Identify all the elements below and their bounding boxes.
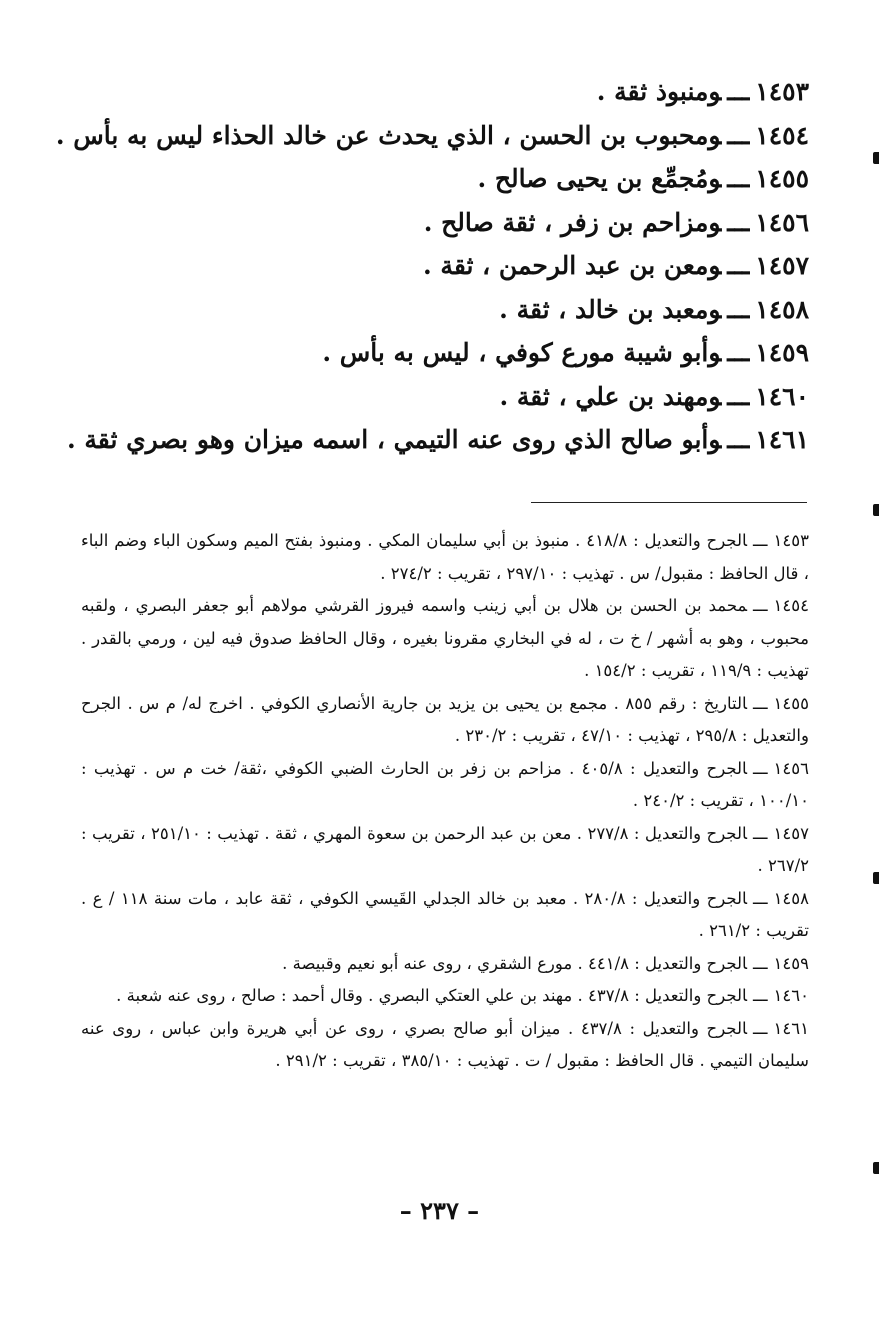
footnote-number: ١٤٥٨ <box>773 888 810 908</box>
entry-dash: ـــ <box>727 338 750 367</box>
entry-text: ومحبوب بن الحسن ، الذي يحدث عن خالد الحذاء ليس به بأس . <box>55 120 722 150</box>
footnote-dash: ـــ <box>753 531 768 550</box>
entry-dash: ـــ <box>727 294 750 324</box>
main-entry <box>89 157 809 201</box>
entry-number: ١٤٥٥ <box>755 164 809 193</box>
main-entry <box>89 375 809 419</box>
entry-number: ١٤٦١ <box>755 425 809 454</box>
entry-text: ومنبوذ ثقة . <box>596 77 722 106</box>
main-entry <box>89 244 809 288</box>
footnote-text: الجرح والتعديل : ٤١٨/٨ . منبوذ بن أبي سليمان المكي . ومنبوذ بفتح الميم وسكون الباء وضم الباء ، قال الحافظ : مقبول/ س . تهذيب : ٢٩٧/١٠ ، تقريب : ٢٧٤/٢ . <box>81 531 809 583</box>
entry-text: ومعن بن عبد الرحمن ، ثقة . <box>423 251 722 280</box>
entry-dash: ـــ <box>727 120 750 150</box>
entry-number: ١٤٥٦ <box>755 207 809 237</box>
footnote-number: ١٤٥٧ <box>773 823 809 843</box>
entry-number: ١٤٥٩ <box>755 338 809 367</box>
footnote-entry <box>81 590 809 688</box>
footnote-text: الجرح والتعديل : ٤٠٥/٨ . مزاحم بن زفر بن الحارث الضبي الكوفي ،ثقة/ خت م س . تهذيب : ١٠٠/١٠ ، تقريب : ٢٤٠/٢ . <box>81 758 809 810</box>
entry-text: ومعبد بن خالد ، ثقة . <box>499 294 722 324</box>
entry-text: ومزاحم بن زفر ، ثقة صالح . <box>423 207 722 237</box>
margin-mark <box>873 872 879 884</box>
main-entry <box>89 70 809 114</box>
footnote-dash: ـــ <box>753 693 768 713</box>
footnote-dash: ـــ <box>753 758 768 778</box>
footnote-number: ١٤٥٦ <box>773 758 809 778</box>
footnote-text: الجرح والتعديل : ٤٣٧/٨ . ميزان أبو صالح بصري ، روى عن أبي هريرة وابن عباس ، روى عنه سليمان التيمي . قال الحافظ : مقبول / ت . تهذيب : ٣٨٥/١٠ ، تقريب : ٢٩١/٢ . <box>81 1018 809 1070</box>
footnote-text: محمد بن الحسن بن هلال بن أبي زينب واسمه فيروز القرشي مولاهم أبو جعفر البصري ، ولقبه محبوب ، وهو به أشهر / خ ت ، له في البخاري مقرونا بغيره ، وقال الحافظ صدوق فيه لين ، ورمي بالقدر . تهذيب : ١١٩/٩ ، تقريب : ١٥٤/٢ . <box>81 596 809 680</box>
footnote-text: التاريخ : رقم ٨٥٥ . مجمع بن يحيى بن يزيد بن جارية الأنصاري الكوفي . اخرج له/ م س . الجرح والتعديل : ٢٩٥/٨ ، تهذيب : ٤٧/١٠ ، تقريب : ٢٣٠/٢ . <box>81 693 809 745</box>
footnote-text: الجرح والتعديل : ٤٤١/٨ . مورع الشقري ، روى عنه أبو نعيم وقبيصة . <box>282 953 748 973</box>
footnotes-list <box>81 525 809 1078</box>
entry-dash: ـــ <box>727 381 750 411</box>
footnote-entry <box>81 818 809 883</box>
entry-dash: ـــ <box>727 425 750 454</box>
footnote-dash: ـــ <box>753 953 768 973</box>
footnote-number: ١٤٦٠ <box>773 986 809 1005</box>
footnote-entry <box>81 688 809 753</box>
footnote-entry <box>81 753 809 818</box>
entry-dash: ـــ <box>727 77 750 106</box>
footnote-dash: ـــ <box>753 986 768 1005</box>
footnote-text: الجرح والتعديل : ٢٨٠/٨ . معبد بن خالد الجدلي القَيسي الكوفي ، ثقة عابد ، مات سنة ١١٨ / ع . تقريب : ٢٦١/٢ . <box>81 888 809 940</box>
footnote-number: ١٤٥٣ <box>773 531 809 550</box>
entry-dash: ـــ <box>727 164 750 193</box>
entry-dash: ـــ <box>727 251 750 280</box>
footnote-dash: ـــ <box>753 1018 768 1038</box>
margin-mark <box>873 152 879 164</box>
footnote-number: ١٤٥٤ <box>773 596 809 615</box>
entry-dash: ـــ <box>727 207 750 237</box>
main-entry <box>67 418 809 462</box>
entry-text: وأبو شيبة مورع كوفي ، ليس به بأس . <box>322 338 722 367</box>
main-entry <box>89 331 809 375</box>
footnote-entry <box>81 980 809 1013</box>
page-number: – ٢٣٧ – <box>399 1196 480 1225</box>
footnote-dash: ـــ <box>753 823 768 843</box>
footnote-entry <box>81 1013 809 1078</box>
footnote-text: الجرح والتعديل : ٢٧٧/٨ . معن بن عبد الرحمن بن سعوة المهري ، ثقة . تهذيب : ٢٥١/١٠ ، تقريب : ٢٦٧/٢ . <box>81 823 809 875</box>
entry-number: ١٤٥٨ <box>755 294 809 324</box>
main-entry <box>89 201 809 245</box>
entry-number: ١٤٥٣ <box>755 77 809 106</box>
main-entry <box>55 114 809 158</box>
footnote-dash: ـــ <box>753 596 768 615</box>
footnote-text: الجرح والتعديل : ٤٣٧/٨ . مهند بن علي العتكي البصري . وقال أحمد : صالح ، روى عنه شعبة . <box>116 986 748 1005</box>
main-entries-list <box>55 70 809 462</box>
footnote-number: ١٤٥٥ <box>773 693 809 713</box>
entry-text: وأبو صالح الذي روى عنه التيمي ، اسمه ميزان وهو بصري ثقة . <box>67 425 722 454</box>
footnote-number: ١٤٥٩ <box>773 953 809 973</box>
entry-number: ١٤٥٧ <box>755 251 809 280</box>
footnote-divider <box>531 502 807 503</box>
footnote-dash: ـــ <box>753 888 768 908</box>
entry-number: ١٤٥٤ <box>755 120 809 150</box>
entry-text: ومهند بن علي ، ثقة . <box>499 381 722 411</box>
footnote-entry <box>81 883 809 948</box>
footnote-number: ١٤٦١ <box>773 1018 809 1038</box>
footnote-entry <box>81 525 809 590</box>
main-entry <box>89 288 809 332</box>
margin-mark <box>873 504 879 516</box>
footnote-entry <box>81 948 809 981</box>
margin-mark <box>873 1162 879 1174</box>
entry-text: ومُجمِّع بن يحيى صالح . <box>477 164 722 193</box>
entry-number: ١٤٦٠ <box>755 381 809 411</box>
